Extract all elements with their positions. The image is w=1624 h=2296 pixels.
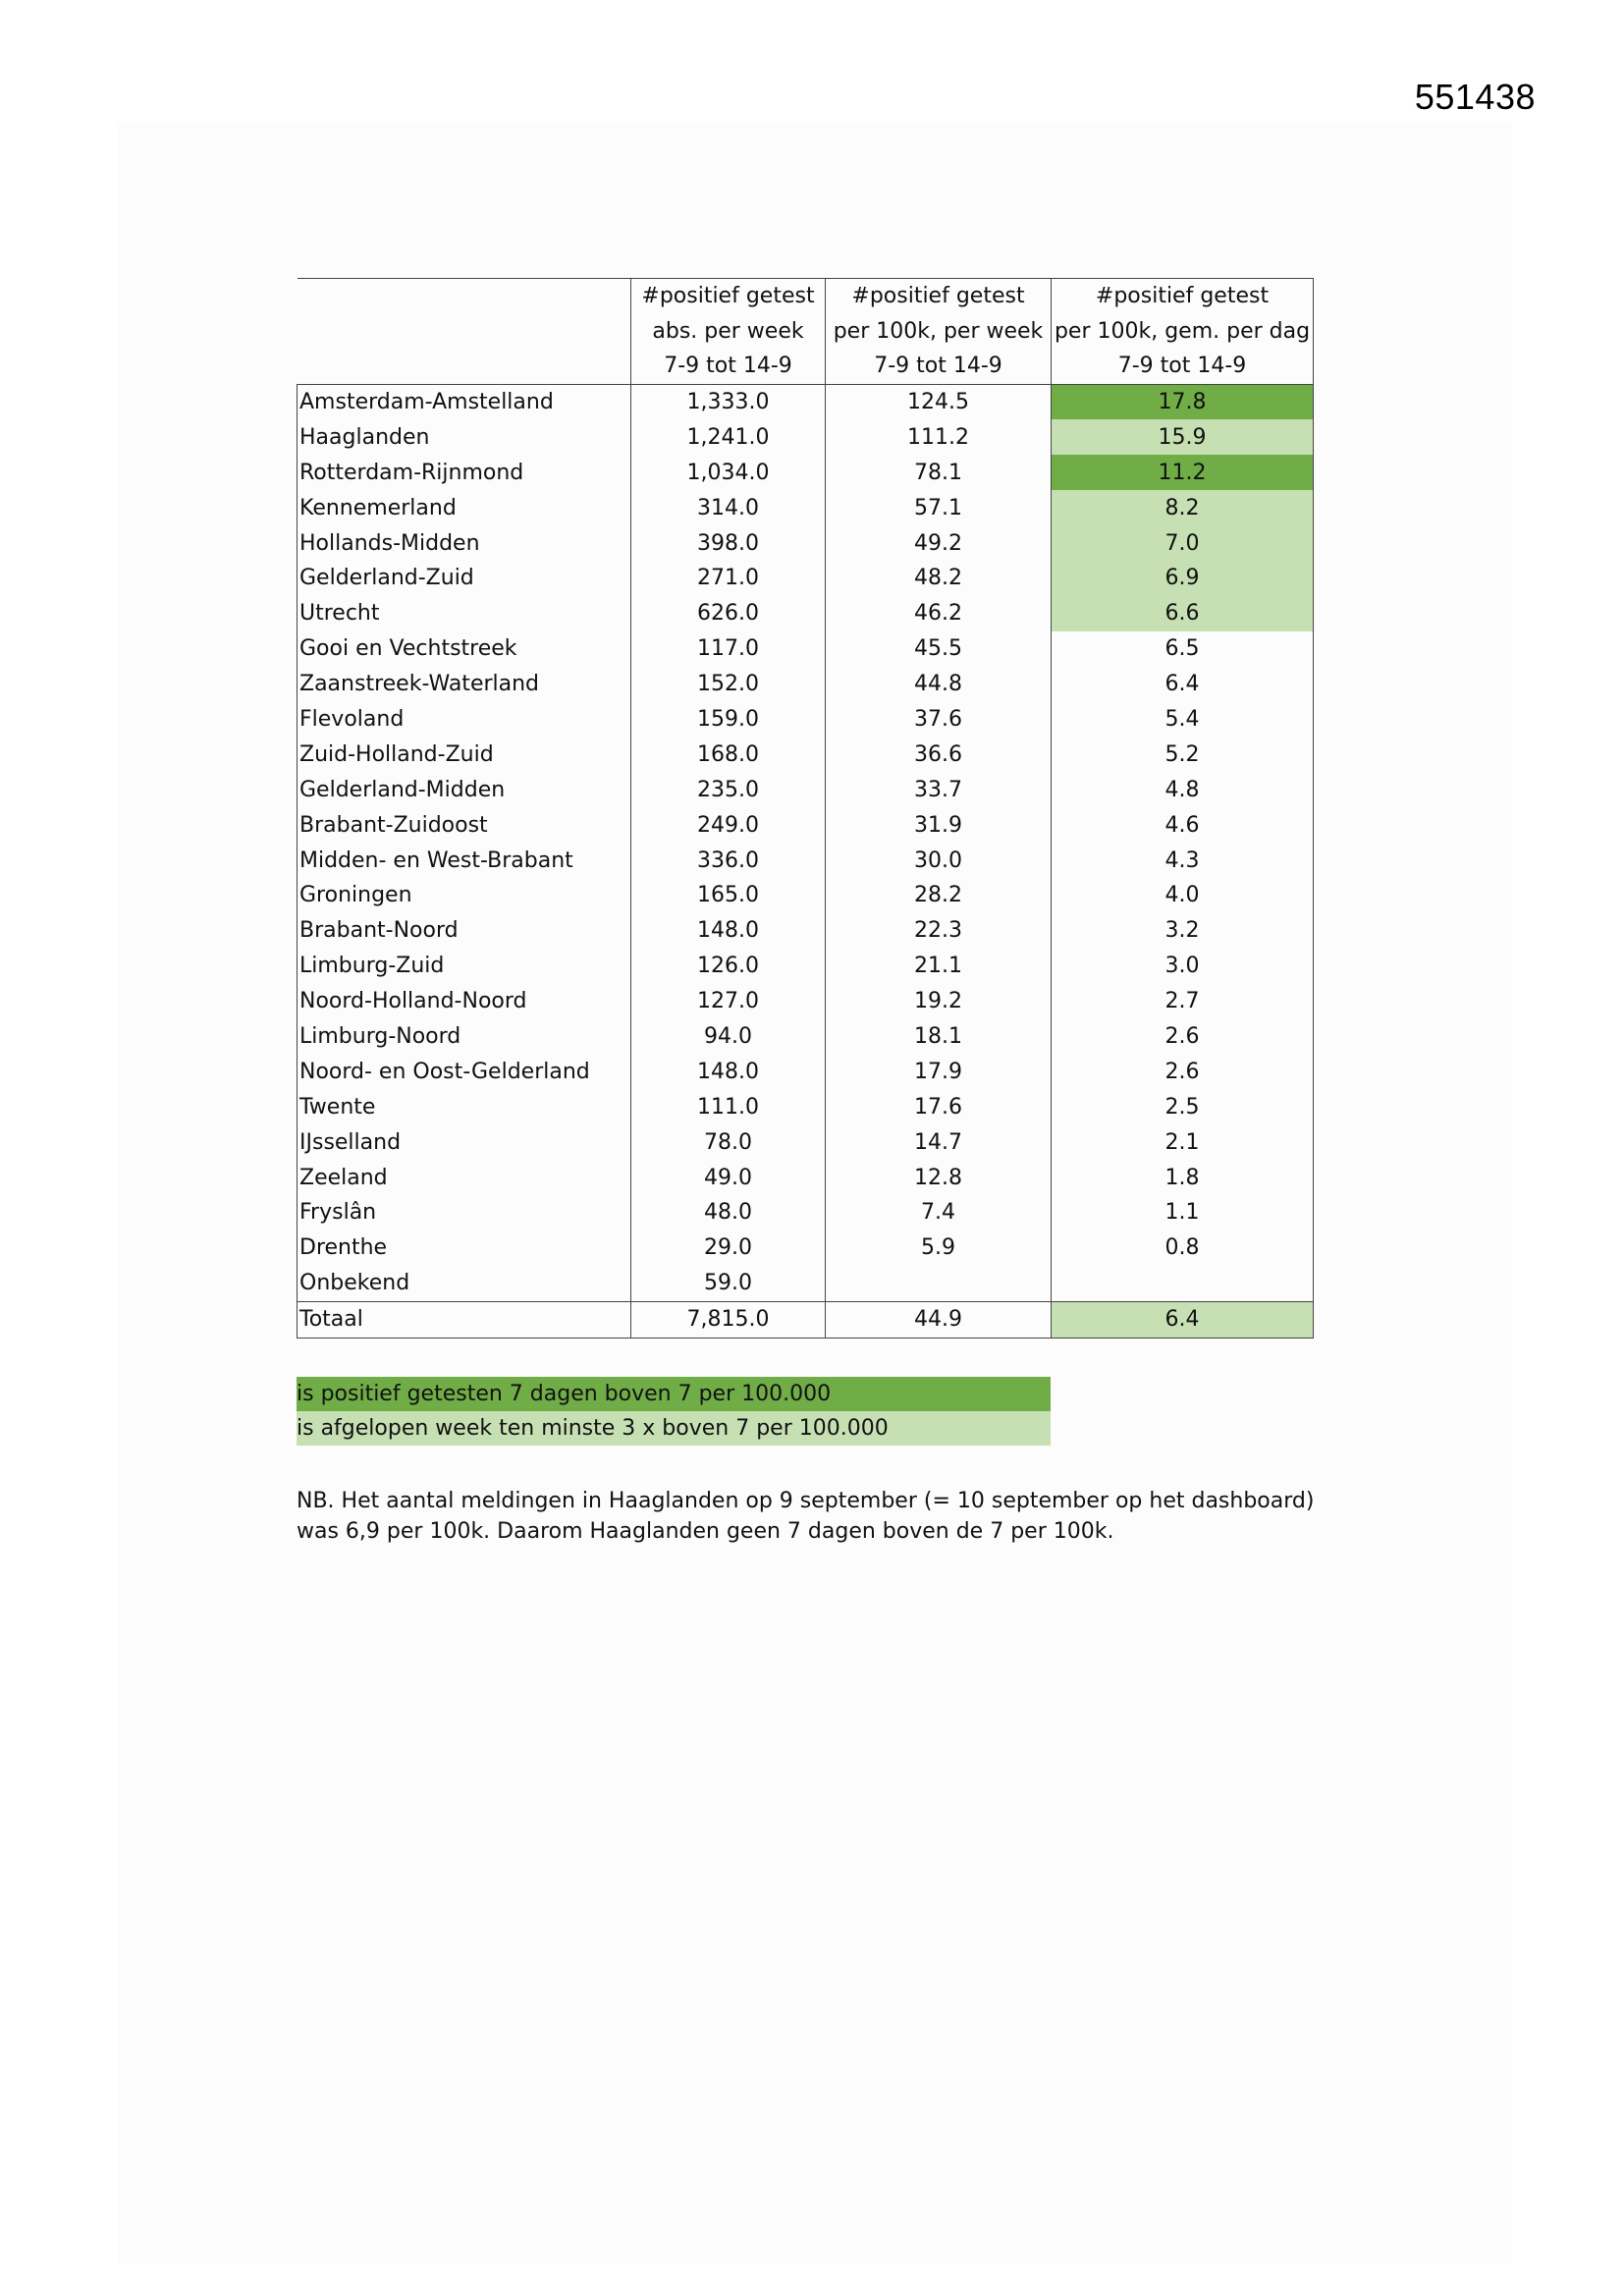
header-row — [298, 349, 1314, 384]
header-cell-col2: per 100k, per week — [826, 314, 1052, 350]
table-row — [298, 772, 1314, 807]
table-row — [298, 1195, 1314, 1230]
note-text — [297, 1486, 1337, 1547]
note-line-2: was 6,9 per 100k. Daarom Haaglanden geen 7 dagen boven de 7 per 100k. — [297, 1519, 1114, 1544]
per-100k-day-cell: 5.4 — [1052, 702, 1314, 738]
per-100k-week-cell: 18.1 — [826, 1019, 1052, 1055]
per-100k-week-cell: 36.6 — [826, 737, 1052, 772]
region-cell: Flevoland — [298, 702, 631, 738]
per-100k-week-cell: 31.9 — [826, 807, 1052, 843]
abs-per-week-cell: 48.0 — [631, 1195, 826, 1230]
table-row — [298, 419, 1314, 455]
table-row — [298, 843, 1314, 878]
abs-per-week-cell: 1,034.0 — [631, 455, 826, 490]
region-cell: Rotterdam-Rijnmond — [298, 455, 631, 490]
table-row — [298, 949, 1314, 984]
per-100k-week-cell: 5.9 — [826, 1230, 1052, 1266]
per-100k-week-cell: 17.6 — [826, 1089, 1052, 1124]
per-100k-week-cell: 48.2 — [826, 561, 1052, 596]
table-row — [298, 737, 1314, 772]
region-cell: Noord-Holland-Noord — [298, 984, 631, 1019]
per-100k-day-cell: 2.6 — [1052, 1054, 1314, 1089]
abs-per-week-cell: 336.0 — [631, 843, 826, 878]
abs-per-week-cell: 1,241.0 — [631, 419, 826, 455]
table-row — [298, 525, 1314, 561]
per-100k-day-cell: 8.2 — [1052, 490, 1314, 525]
table-row — [298, 667, 1314, 702]
per-100k-day-cell: 2.5 — [1052, 1089, 1314, 1124]
table-row — [298, 1089, 1314, 1124]
region-cell: Twente — [298, 1089, 631, 1124]
per-100k-week-cell: 17.9 — [826, 1054, 1052, 1089]
per-100k-day-cell: 4.3 — [1052, 843, 1314, 878]
total-per-100k-day-cell: 6.4 — [1052, 1301, 1314, 1338]
region-cell: Gelderland-Zuid — [298, 561, 631, 596]
table-row — [298, 878, 1314, 913]
abs-per-week-cell: 94.0 — [631, 1019, 826, 1055]
positive-tests-table — [297, 278, 1314, 1339]
per-100k-day-cell: 2.1 — [1052, 1124, 1314, 1160]
per-100k-day-cell: 5.2 — [1052, 737, 1314, 772]
table-footer — [298, 1301, 1314, 1338]
region-cell: Limburg-Noord — [298, 1019, 631, 1055]
region-cell: Midden- en West-Brabant — [298, 843, 631, 878]
region-cell: Gelderland-Midden — [298, 772, 631, 807]
abs-per-week-cell: 398.0 — [631, 525, 826, 561]
header-cell-col1: abs. per week — [631, 314, 826, 350]
region-cell: Haaglanden — [298, 419, 631, 455]
total-row — [298, 1301, 1314, 1338]
table-row — [298, 807, 1314, 843]
per-100k-week-cell: 33.7 — [826, 772, 1052, 807]
abs-per-week-cell: 168.0 — [631, 737, 826, 772]
per-100k-week-cell — [826, 1266, 1052, 1301]
region-cell: Zaanstreek-Waterland — [298, 667, 631, 702]
header-blank-cell — [298, 349, 631, 384]
region-cell: Gooi en Vechtstreek — [298, 631, 631, 667]
table-row — [298, 1054, 1314, 1089]
legend-dark-green: is positief getesten 7 dagen boven 7 per 100.000 — [297, 1377, 1051, 1411]
header-blank-cell — [298, 279, 631, 314]
per-100k-day-cell: 4.0 — [1052, 878, 1314, 913]
table-row — [298, 455, 1314, 490]
abs-per-week-cell: 152.0 — [631, 667, 826, 702]
region-cell: Brabant-Zuidoost — [298, 807, 631, 843]
per-100k-day-cell: 11.2 — [1052, 455, 1314, 490]
per-100k-day-cell: 0.8 — [1052, 1230, 1314, 1266]
table-row — [298, 1019, 1314, 1055]
per-100k-week-cell: 14.7 — [826, 1124, 1052, 1160]
table-row — [298, 490, 1314, 525]
per-100k-week-cell: 7.4 — [826, 1195, 1052, 1230]
table-row — [298, 384, 1314, 419]
table-row — [298, 913, 1314, 949]
region-cell: Zuid-Holland-Zuid — [298, 737, 631, 772]
total-per-100k-week-cell: 44.9 — [826, 1301, 1052, 1338]
abs-per-week-cell: 314.0 — [631, 490, 826, 525]
region-cell: Limburg-Zuid — [298, 949, 631, 984]
abs-per-week-cell: 49.0 — [631, 1160, 826, 1195]
per-100k-week-cell: 21.1 — [826, 949, 1052, 984]
per-100k-day-cell: 1.1 — [1052, 1195, 1314, 1230]
abs-per-week-cell: 117.0 — [631, 631, 826, 667]
per-100k-day-cell: 6.9 — [1052, 561, 1314, 596]
region-cell: Brabant-Noord — [298, 913, 631, 949]
abs-per-week-cell: 235.0 — [631, 772, 826, 807]
abs-per-week-cell: 29.0 — [631, 1230, 826, 1266]
per-100k-week-cell: 19.2 — [826, 984, 1052, 1019]
per-100k-day-cell — [1052, 1266, 1314, 1301]
header-cell-col1: #positief getest — [631, 279, 826, 314]
per-100k-day-cell: 2.7 — [1052, 984, 1314, 1019]
note-line-1: NB. Het aantal meldingen in Haaglanden op 9 september (= 10 september op het dashboard) — [297, 1489, 1315, 1513]
region-cell: IJsselland — [298, 1124, 631, 1160]
abs-per-week-cell: 148.0 — [631, 1054, 826, 1089]
per-100k-week-cell: 37.6 — [826, 702, 1052, 738]
per-100k-week-cell: 12.8 — [826, 1160, 1052, 1195]
table-row — [298, 561, 1314, 596]
total-abs-per-week-cell: 7,815.0 — [631, 1301, 826, 1338]
abs-per-week-cell: 271.0 — [631, 561, 826, 596]
table-row — [298, 984, 1314, 1019]
per-100k-day-cell: 6.5 — [1052, 631, 1314, 667]
legend-light-green: is afgelopen week ten minste 3 x boven 7 per 100.000 — [297, 1411, 1051, 1446]
abs-per-week-cell: 126.0 — [631, 949, 826, 984]
header-blank-cell — [298, 314, 631, 350]
table-row — [298, 702, 1314, 738]
table-row — [298, 1124, 1314, 1160]
per-100k-day-cell: 1.8 — [1052, 1160, 1314, 1195]
per-100k-day-cell: 3.0 — [1052, 949, 1314, 984]
abs-per-week-cell: 148.0 — [631, 913, 826, 949]
abs-per-week-cell: 159.0 — [631, 702, 826, 738]
region-cell: Zeeland — [298, 1160, 631, 1195]
per-100k-day-cell: 3.2 — [1052, 913, 1314, 949]
abs-per-week-cell: 78.0 — [631, 1124, 826, 1160]
header-cell-col1: 7-9 tot 14-9 — [631, 349, 826, 384]
header-row — [298, 314, 1314, 350]
abs-per-week-cell: 626.0 — [631, 596, 826, 631]
per-100k-day-cell: 17.8 — [1052, 384, 1314, 419]
per-100k-week-cell: 30.0 — [826, 843, 1052, 878]
table-row — [298, 596, 1314, 631]
table-row — [298, 1230, 1314, 1266]
header-cell-col3: per 100k, gem. per dag — [1052, 314, 1314, 350]
region-cell: Noord- en Oost-Gelderland — [298, 1054, 631, 1089]
region-cell: Groningen — [298, 878, 631, 913]
header-cell-col2: 7-9 tot 14-9 — [826, 349, 1052, 384]
table-row — [298, 631, 1314, 667]
document-id: 551438 — [1414, 77, 1536, 117]
per-100k-week-cell: 124.5 — [826, 384, 1052, 419]
per-100k-day-cell: 6.6 — [1052, 596, 1314, 631]
per-100k-week-cell: 57.1 — [826, 490, 1052, 525]
per-100k-week-cell: 78.1 — [826, 455, 1052, 490]
region-cell: Kennemerland — [298, 490, 631, 525]
region-cell: Fryslân — [298, 1195, 631, 1230]
per-100k-day-cell: 4.8 — [1052, 772, 1314, 807]
per-100k-day-cell: 4.6 — [1052, 807, 1314, 843]
header-cell-col3: #positief getest — [1052, 279, 1314, 314]
header-cell-col2: #positief getest — [826, 279, 1052, 314]
per-100k-week-cell: 44.8 — [826, 667, 1052, 702]
per-100k-day-cell: 15.9 — [1052, 419, 1314, 455]
table-row — [298, 1266, 1314, 1301]
region-cell: Hollands-Midden — [298, 525, 631, 561]
region-cell: Onbekend — [298, 1266, 631, 1301]
region-cell: Utrecht — [298, 596, 631, 631]
per-100k-week-cell: 46.2 — [826, 596, 1052, 631]
header-row — [298, 279, 1314, 314]
header-cell-col3: 7-9 tot 14-9 — [1052, 349, 1314, 384]
abs-per-week-cell: 249.0 — [631, 807, 826, 843]
total-region-cell: Totaal — [298, 1301, 631, 1338]
per-100k-day-cell: 2.6 — [1052, 1019, 1314, 1055]
abs-per-week-cell: 127.0 — [631, 984, 826, 1019]
per-100k-week-cell: 49.2 — [826, 525, 1052, 561]
per-100k-week-cell: 28.2 — [826, 878, 1052, 913]
abs-per-week-cell: 165.0 — [631, 878, 826, 913]
per-100k-week-cell: 22.3 — [826, 913, 1052, 949]
table-body — [298, 384, 1314, 1301]
abs-per-week-cell: 1,333.0 — [631, 384, 826, 419]
table-row — [298, 1160, 1314, 1195]
per-100k-day-cell: 7.0 — [1052, 525, 1314, 561]
per-100k-week-cell: 111.2 — [826, 419, 1052, 455]
per-100k-week-cell: 45.5 — [826, 631, 1052, 667]
per-100k-day-cell: 6.4 — [1052, 667, 1314, 702]
abs-per-week-cell: 59.0 — [631, 1266, 826, 1301]
region-cell: Drenthe — [298, 1230, 631, 1266]
region-cell: Amsterdam-Amstelland — [298, 384, 631, 419]
table-header — [298, 279, 1314, 385]
abs-per-week-cell: 111.0 — [631, 1089, 826, 1124]
